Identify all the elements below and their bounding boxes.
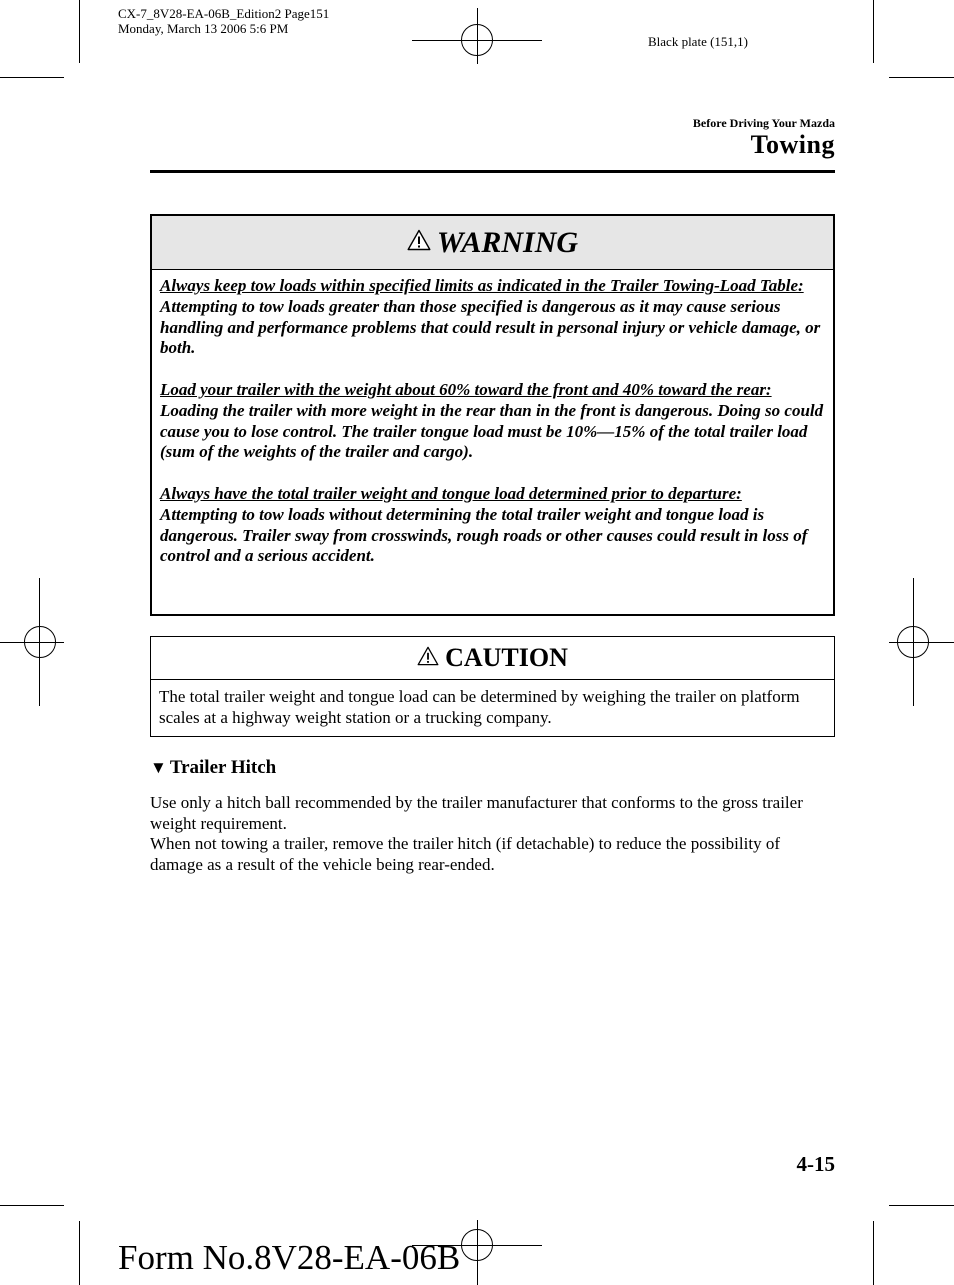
subsection-heading [150,757,276,779]
page-number: 4-15 [796,1152,835,1176]
warning-item-text: Loading the trailer with more weight in the rear than in the front is dangerous. Doing so could cause you to lose control. The trailer tongue load must be 10%―15% of the total trailer load (sum of the weights of the trailer and cargo). [160,400,824,462]
trailer-hitch-body [150,793,835,875]
warning-header [152,216,833,270]
black-plate-label: Black plate (151,1) [648,34,748,49]
subsection-heading-text: Trailer Hitch [169,757,277,778]
body-paragraph: When not towing a trailer, remove the trailer hitch (if detachable) to reduce the possibility of damage as a result of the vehicle being rear-ended. [150,834,780,874]
caution-title: CAUTION [445,643,568,672]
caution-header [151,637,834,680]
warning-triangle-icon [407,229,431,256]
warning-title: WARNING [436,225,579,259]
warning-item [160,276,825,359]
warning-item-heading: Always keep tow loads within specified limits as indicated in the Trailer Towing-Load Table: [160,276,804,295]
warning-triangle-icon [417,646,439,671]
caution-box [150,636,835,737]
body-paragraph: Use only a hitch ball recommended by the trailer manufacturer that conforms to the gross trailer weight requirement. [150,793,803,833]
warning-item-text: Attempting to tow loads without determining the total trailer weight and tongue load is dangerous. Trailer sway from crosswinds, rough roads or other causes could result in loss of control and a serious accident. [160,504,808,566]
print-job-info [118,6,329,36]
warning-box [150,214,835,616]
print-job-line2: Monday, March 13 2006 5:6 PM [118,21,289,36]
caution-text: The total trailer weight and tongue load can be determined by weighing the trailer on platform scales at a highway weight station or a trucking company. [159,687,800,727]
title-rule [150,170,835,173]
print-job-line1: CX-7_8V28-EA-06B_Edition2 Page151 [118,6,330,21]
form-number: Form No.8V28-EA-06B [118,1238,461,1277]
triangle-down-icon: ▼ [150,758,167,777]
warning-body [152,270,833,567]
warning-item [160,380,825,463]
warning-item-heading: Always have the total trailer weight and tongue load determined prior to departure: [160,483,742,503]
section-label: Before Driving Your Mazda [692,116,835,130]
page-title: Towing [750,130,835,159]
warning-item [160,484,825,567]
warning-item-heading: Load your trailer with the weight about 60% toward the front and 40% toward the rear: [160,379,772,399]
warning-item-text: Attempting to tow loads greater than those specified is dangerous as it may cause serious handling and performance problems that could result in personal injury or vehicle damage, or both. [160,296,821,358]
